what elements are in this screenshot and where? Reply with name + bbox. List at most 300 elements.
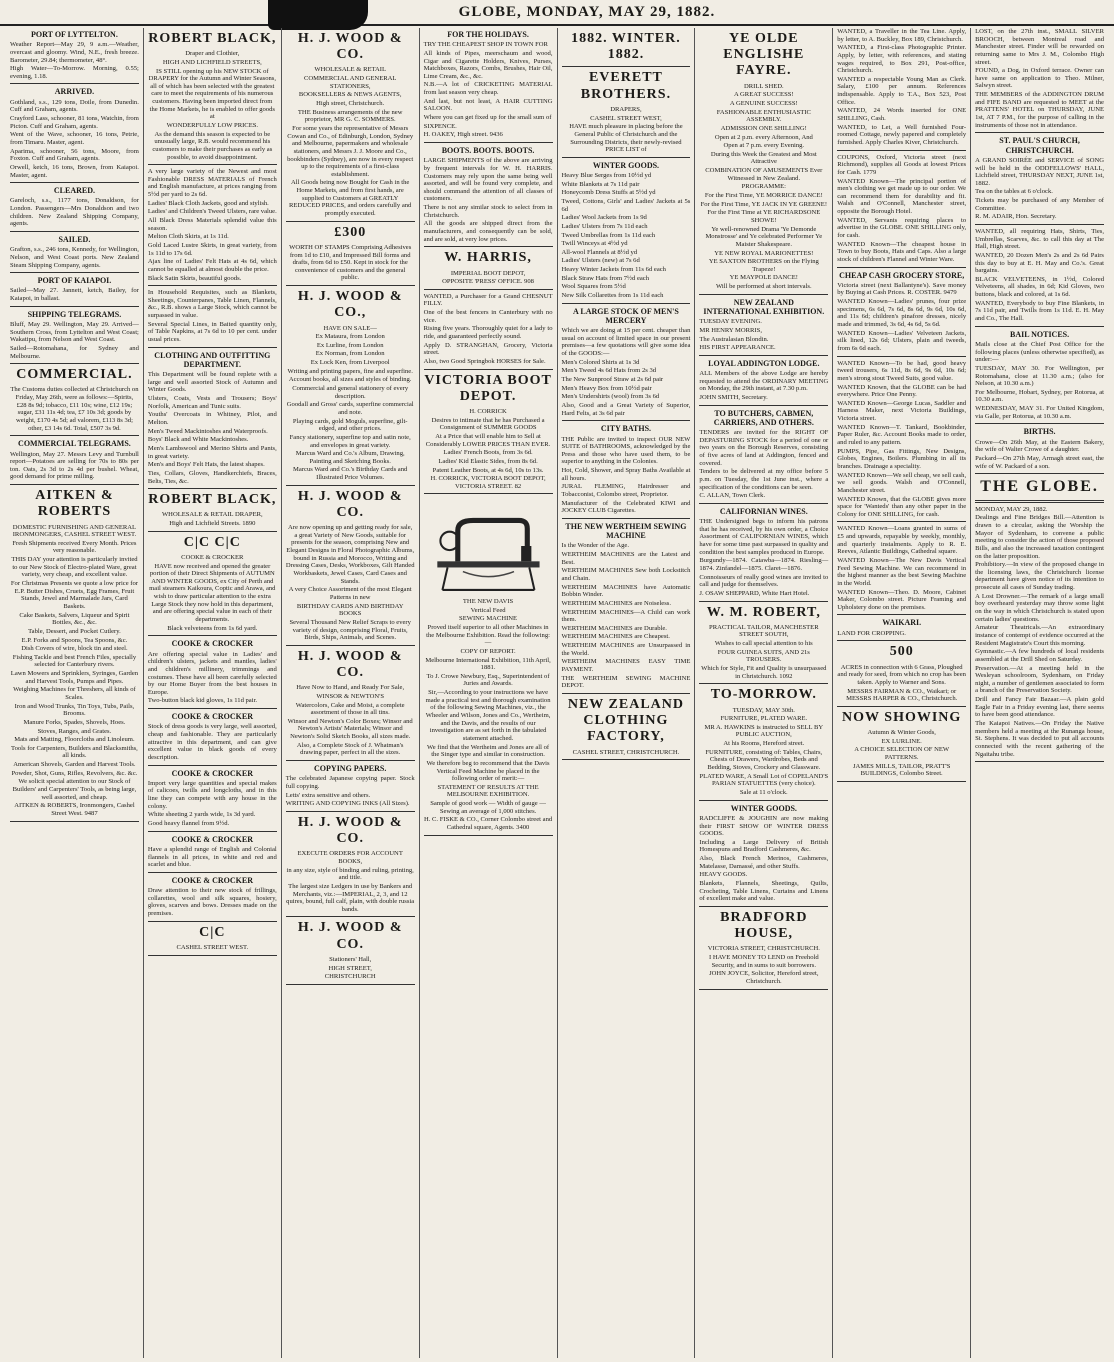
article-block [148, 712, 277, 761]
rule [148, 831, 277, 832]
rule [10, 272, 139, 273]
rule [424, 493, 553, 494]
rule [562, 66, 691, 67]
section-heading: WINTER GOODS. [730, 803, 797, 813]
paragraph: WRITING AND COPYING INKS (All Sizes). [285, 800, 410, 808]
article-block [10, 186, 139, 228]
paragraph: Several Special Lines, in Baited quantity only, of Table Napkins, at 7s 6d to 10 per cent. under usual prices. [147, 320, 277, 344]
paragraph: H. OAKEY, High street. 9436 [423, 131, 503, 139]
paragraph: Open at 7 p.m. every Evening. [723, 142, 805, 150]
paragraph: BIRTHDAY CARDS AND BIRTHDAY BOOKS [296, 602, 404, 618]
paragraph: Amateur Theatricals.—An extraordinary instance of contempt of evidence occurred at the Resident Magistrate's Court this morning. [975, 624, 1104, 647]
section-heading: LOYAL ADDINGTON LODGE. [708, 358, 820, 368]
paragraph: JOHN SMITH, Secretary. [699, 394, 768, 401]
ink-blot [268, 0, 368, 30]
rule [699, 800, 828, 801]
rule [837, 521, 966, 522]
paragraph: Men's Heavy Box from 10½d pair [561, 384, 652, 392]
paragraph: Hot, Cold, Shower, and Spray Baths Available at all hours. [561, 467, 691, 482]
paragraph: Gareloch, s.s., 1177 tons, Donaldson, for London. Passengers—Mrs Donaldson and two children. New Zealand Shipping Company, agents. [10, 197, 139, 228]
rule [837, 150, 966, 151]
article-block [10, 367, 139, 432]
rule [148, 872, 277, 873]
display-heading: YE OLDE ENGLISHE FAYRE. [723, 31, 805, 79]
paragraph: Tenders to be delivered at my office before 5 p.m. on Tuesday, the 1st June inst., where a specification of the conditions can be seen. [699, 468, 829, 491]
article-block [10, 235, 139, 269]
paragraph: LOST, on the 27th inst., SMALL SILVER BROOCH, between Montreal road and Manchester street. Finder will be rewarded on returning same to Mrs J. M., Colombo High street. [975, 28, 1104, 66]
paragraph: IMPERIAL BOOT DEPOT, [450, 269, 526, 277]
paragraph: JURAL FLEMING, Hairdresser and Tobacconist, Colombo street, Proprietor. [561, 483, 691, 498]
paragraph: Which we are doing at 15 per cent. cheaper than usual on account of limited space in our present premises—a few quotations will give some idea of the GOODS:— [561, 327, 691, 358]
paragraph: For Christmas Presents we quote a low price for E.P. Butter Dishes, Cruets, Egg Frames, Fruit Stands, Jewel and Marmalade Jars, Card Baskets. [10, 580, 138, 610]
rule [148, 765, 277, 766]
display-heading: C|C C|C [183, 534, 241, 550]
paragraph: ADMISSION ONE SHILLING! [720, 124, 807, 132]
paragraph: There is not any similar stock to select from in Christchurch. [423, 204, 553, 219]
paragraph: Will be performed at short intervals. [715, 283, 812, 291]
paragraph: PRACTICAL TAILOR, MANCHESTER STREET SOUTH, [709, 623, 819, 639]
paragraph: PROGRAMME: [741, 183, 786, 191]
paragraph: And last, but not least, A HAIR CUTTING SALOON. [423, 97, 553, 113]
paragraph: A GRAND SOIRÉE and SERVICE of SONG will be held in the ODDFELLOWS' HALL, Lichfield street, THURSDAY NEXT, JUNE 1st, 1882. [975, 156, 1104, 187]
paragraph: White Blankets at 7s 11d pair [561, 180, 640, 188]
display-heading: 1882. WINTER. 1882. [571, 31, 681, 63]
paragraph: R. M. ADAIR, Hon. Secretary. [975, 213, 1057, 221]
paragraph: Draw attention to their new stock of frillings, collarettes, wool and silk squares, hosiery, gloves, scarves and bows. Dresses made on the premises. [147, 887, 277, 918]
paragraph: WANTED Known, that the GLOBE gives more space for 'Wanteds' than any other paper in the Colony for ONE SHILLING, for cash. [837, 495, 967, 518]
paragraph: Heavy Winter Jackets from 11s 6d each [561, 266, 666, 274]
paragraph: Sample of good work — Width of gauge — Sewing an average of 1,000 stitches. [430, 800, 546, 815]
paragraph: The New Sunproof Straw at 2s 6d pair [561, 376, 664, 384]
rule [148, 164, 277, 165]
paragraph: Powder, Shot, Guns, Rifles, Revolvers, &c. &c. [11, 769, 138, 777]
rule [148, 955, 277, 956]
section-heading: TO BUTCHERS, CABMEN, CARRIERS, AND OTHERS. [713, 408, 814, 427]
paragraph: Sale at 11 o'clock. [739, 788, 788, 796]
paragraph: Cake Baskets, Salvers, Liqueur and Spirit Bottles, &c., &c. [19, 611, 130, 627]
paragraph: Wishes to call special attention to his [714, 640, 813, 648]
rule [699, 294, 828, 295]
paragraph: High Water—To-Morrow. Morning, 0.55; evening, 1.18. [10, 65, 139, 80]
paragraph: LARGE SHIPMENTS of the above are arriving by frequent intervals for W. H. HARRIS. Customers may rely upon the same being well assorted, and will be found very complete, and should command the attention of all classes of customers. [423, 157, 553, 203]
rule [424, 142, 553, 143]
article-block [562, 697, 691, 756]
paragraph: WANTED Known—To be had, good heavy tweed trousers, 6s 11d, 8s 6d, 9s 6d, 10s 6d; men's strong stout Tweed Suits, good value. [837, 359, 967, 382]
rule [10, 821, 139, 822]
paragraph: COOKE & CROCKER [181, 553, 244, 561]
article-block [837, 271, 966, 353]
display-heading: VICTORIA BOOT DEPOT. [424, 372, 552, 404]
rule [10, 435, 139, 436]
display-heading: H. J. WOOD & CO. [297, 920, 403, 952]
rule [148, 347, 277, 348]
paragraph: Twill Winceys at 4½d yd [561, 240, 628, 248]
paragraph: Are now opening up and getting ready for sale, a great Variety of New Goods, suitable for presents for the season, comprising New and Elegant Designs in Floral Photographic Albums, bound in Russia and Morocco, Writing and Dressing Cases, Desks, Workboxes, Gilt Handed Workbaskets, Jewel Cases, Card Cases and Stands. [285, 524, 415, 585]
paragraph: Ladies' and Children's Tweed Ulsters, rare value. [147, 208, 277, 216]
rule [148, 531, 277, 532]
rule [837, 781, 966, 782]
paragraph: Tools for Carpenters, Builders and Blacksmiths, all kinds. [11, 744, 138, 760]
display-heading: W. M. ROBERT, [706, 604, 821, 620]
paragraph: WERTHEIM MACHINES are Unsurpassed in the World. [561, 642, 691, 657]
rule [699, 503, 828, 504]
paragraph: White sheeting 2 yards wide, 1s 3d yard. [147, 811, 256, 819]
paragraph: DRAPERS, [610, 105, 642, 113]
rule [424, 289, 553, 290]
paragraph: THE Public are invited to inspect OUR NEW SUITE of BATHROOMS, acknowledged by the Press and those who have used them, to be superior to anything in the Colonies. [561, 435, 691, 466]
paragraph: Heavy Blue Serges from 10½d yd [561, 172, 652, 180]
paragraph: Ex Mataura, from London [315, 333, 385, 341]
paragraph: In Household Requisites, such as Blankets, Sheetings, Counterpanes, Table Linen, Flannels, &c., R.B. shows a Large Stock, which cannot be surpassed in value. [147, 289, 277, 320]
article-block [699, 507, 828, 598]
display-heading: H. J. WOOD & CO. [297, 488, 403, 520]
paragraph: Weighing Machines for Threshers, all kinds of Scales. [13, 686, 136, 701]
paragraph: CASHEL STREET WEST, [590, 114, 662, 122]
paragraph: YE NEW ROYAL MARIONETTES! [714, 249, 814, 257]
paragraph: BLACK VELVETEENS, in 1½d, Colored Velveteens, all shades, in 6d; Kid Gloves, two buttons, black and colored, at 1s 6d. [975, 275, 1104, 299]
paragraph: Mats and Matting, Floorcloths and Linoleum. [14, 736, 135, 744]
article-block [286, 764, 415, 808]
paragraph: Black velveteens from 1s 6d yard. [167, 624, 258, 632]
paragraph: Aparima, schooner, 56 tons, Moore, from Foxton. Cuff and Graham, agents. [10, 147, 139, 163]
section-heading: COOKE & CROCKER [171, 834, 253, 844]
paragraph: The Australasian Blondin. [699, 335, 769, 343]
article-block [975, 478, 1104, 758]
article-block [148, 351, 277, 486]
paragraph: WERTHEIM MACHINES Sew both Lockstitch and Chain. [561, 567, 691, 582]
article-block [699, 298, 828, 352]
paragraph: Also, a Complete Stock of J. Whatman's drawing paper, perfect in all the sizes. [296, 741, 404, 757]
paragraph: THE MEMBERS of the ADDINGTON DRUM and FIFE BAND are requested to MEET at the PRATTENS' HOTEL on THURSDAY, JUNE 1st, AT 7 P.M., for the purpose of calling in the instruments of those not in attendance. [975, 91, 1104, 129]
paragraph: Stoves, Ranges, and Grates. [37, 727, 112, 735]
rule [424, 369, 553, 370]
rule [286, 485, 415, 486]
paragraph: High street, Christchurch. [316, 100, 385, 108]
rule [562, 759, 691, 760]
section-heading: BIRTHS. [1023, 427, 1056, 437]
paragraph: Ladies' Ulsters (new) at 7s 6d [561, 257, 640, 265]
paragraph: TRY THE CHEAPEST SHOP IN TOWN FOR [423, 41, 548, 49]
article-block [562, 161, 691, 300]
paragraph: Ex Lurline, from London [316, 341, 384, 349]
paragraph: WERTHEIM MACHINES are Durable. [561, 624, 667, 632]
paragraph: COPY OF REPORT. [460, 647, 516, 655]
paragraph: This Department will be found replete with a large and well assorted Stock of Autumn and Winter Goods. [147, 371, 277, 394]
paragraph: Also, Black French Merinos, Cashmeres, Matelasse, Damassé, and other Stuffs. [699, 855, 829, 870]
paragraph: During this Week the Greatest and Most Attractive [710, 150, 817, 166]
paragraph: Wellington, May 27. Messrs Levy and Turnbull report—Potatoes are selling for 70s to 80s per ton. Oats, 2s 3d to 2s 4d per bushel. Wheat, good demand for prime milling. [10, 450, 139, 481]
article-block [148, 289, 277, 343]
paragraph: Have a splendid range of English and Colonial flannels in all prices, in white and red and scarlet and blue. [147, 845, 277, 869]
rule [975, 423, 1104, 424]
paragraph: Gothland, s.s., 129 tons, Doile, from Dunedin. Cuff and Graham, agents. [10, 98, 139, 114]
paragraph: THE Business arrangements of the new proprietor, MR G. C. SOMMERS. [297, 108, 403, 124]
rule [424, 835, 553, 836]
paragraph: For some years the representative of Messrs Cowan and Co., of Edinburgh, London, Sydney and Melbourne, papermakers and wholesale stationers, and Messrs J. J. Moore and Co., bookbinders (Sydney), are now in every respect up to the requirements of a first-class establishment. [287, 124, 414, 178]
article-block [562, 424, 691, 515]
rule [148, 488, 277, 489]
paragraph: Patent Leather Boots, at 4s 6d, 10s to 13s. [432, 466, 544, 474]
article-block [837, 360, 966, 519]
paragraph: Melbourne International Exhibition, 11th April, 1881. [425, 656, 551, 672]
paragraph: TUESDAY, MAY 30th. [732, 706, 795, 714]
paragraph: COMBINATION OF AMUSEMENTS Ever Witnessed in New Zealand. [705, 167, 823, 182]
column-8 [970, 28, 1108, 1358]
rule [286, 760, 415, 761]
rule [975, 473, 1104, 474]
paragraph: TUESDAY, MAY 30. For Wellington, per Rotomahana, close at 11.30 a.m.; (also for Nelson, at 10.30 a.m.) [975, 364, 1104, 388]
paragraph: Open at 2 p.m. every Afternoon, And [714, 133, 813, 141]
paragraph: Dealings and Fine Bridges Bill.—Attention is drawn to a circular, asking the Worship the Mayor of Sydenham, to convene a public meeting to consider the action of those proposed Bills, and also the increased taxation contingent on the latter proposition. [975, 514, 1104, 560]
paragraph: Stock of dress goods is very large, well assorted, cheap and fashionable. They are particularly attractive in this department, and can give excellent value in black goods of every description. [147, 723, 277, 761]
paragraph: Ex Lock Ken, from Liverpool [310, 359, 390, 367]
rule [148, 635, 277, 636]
paragraph: WANTED Known—We sell cheap, we sell cash, we sell goods. Walsh and O'Connell, Manchester street. [837, 471, 967, 494]
rule [424, 246, 553, 247]
paragraph: New Silk Collarettes from 1s 11d each [561, 292, 664, 300]
article-block [148, 492, 277, 528]
paragraph: in any size, style of binding and ruling, printing, and title. [286, 866, 414, 882]
paragraph: Honeycomb Dress Stuffs at 5½d yd [561, 189, 656, 197]
paragraph: WANTED, a First-class Photographic Printer. Apply, by letter, with references, and stating wages required, to Box 291, Post-office, Christchurch. [837, 44, 967, 75]
paragraph: Goodall and Gross' cards, superfine commercial and note. [286, 401, 414, 416]
paragraph: Sailed—Rotomahana, for Sydney and Melbourne. [10, 344, 139, 360]
article-block [699, 409, 828, 500]
paragraph: For the First Time, YE JACK IN YE GREENE! [700, 200, 828, 208]
paragraph: The Kaiapoi Natives.—On Friday the Native members held a meeting at the Runanga house, St. Stephens. It was decided to put all accounts connected with the recent gathering of the Ngaitahu tribe. [975, 720, 1104, 758]
article-block [424, 30, 553, 139]
article-block [562, 522, 691, 690]
paragraph: COMMERCIAL AND GENERAL STATIONERS, [303, 75, 397, 90]
paragraph: Writing and printing papers, fine and superfine. [287, 367, 413, 375]
paragraph: Bluff, May 29. Wellington, May 29. Arrived—Southern Cross, from Lyttelton and West Coast; Wakatipu, from Nelson and West Coast. [10, 320, 139, 344]
paragraph: Also, two Good Springbok HORSES for Sale. [423, 357, 546, 365]
paragraph: Blankets, Flannels, Sheetings, Quilts, Crocheting, Table Linens, Curtains and Linens of excellent make and value. [699, 880, 829, 903]
paragraph: Crowe—On 26th May, at the Eastern Bakery, the wife of Walter Crowe of a daughter. [975, 438, 1104, 454]
paragraph: J. OSAW SHEPPARD, White Hart Hotel. [699, 589, 810, 597]
paragraph: ACRES in connection with 6 Grass, Ploughed and ready for seed, from which no crop has been taken. Apply to Warner and Sons. [837, 663, 966, 686]
paragraph: WANTED, Everybody to buy Fine Blankets, in 7s 11d pair, and Twills from 1s 11d. E. H. May and Co., The Hall. [975, 299, 1104, 323]
rule [148, 285, 277, 286]
paragraph: Ladies' French Boots, from 3s 6d. [443, 449, 533, 457]
section-heading: COOKE & CROCKER [171, 768, 253, 778]
paragraph: WANTED, 24 Words inserted for ONE SHILLING, Cash. [837, 107, 967, 123]
paragraph: Prohibitory.—In view of the proposed change in the licensing laws, the Christchurch license department have given notice of its intention to prosecute all cases of Sunday trading. [975, 561, 1104, 592]
paragraph: Tweed, Cottons, Girls' and Ladies' Jackets at 5s 6d [561, 197, 691, 213]
section-heading: PORT OF KAIAPOI. [37, 276, 112, 286]
paragraph: WERTHEIM MACHINES EASY TIME PAYMENT. [561, 658, 691, 674]
paragraph: Ex Norman, from London [315, 350, 385, 358]
paragraph: Boys' Black and White Mackintoshes. [147, 436, 249, 444]
paragraph: Youths' Overcoats in Whitney, Pilot, and Melton. [147, 411, 277, 427]
article-block [10, 310, 139, 360]
paragraph: Black Straw Hats from 7½d each [561, 274, 650, 282]
paragraph: High and Lichfield Streets. 1890 [169, 520, 256, 528]
section-heading: COOKE & CROCKER [171, 875, 253, 885]
paragraph: Letts' extra sensitive and others. [285, 791, 371, 799]
paragraph: WINSOR & NEWTON'S [316, 692, 385, 700]
paragraph: Tea on the tables at 6 o'clock. [975, 188, 1053, 196]
rule [148, 708, 277, 709]
editorial-masthead: THE GLOBE. [980, 478, 1099, 496]
paragraph: WORTH OF STAMPS Comprising Adhesives from 1d to £10, and Impressed Bill forms and drafts, from 6d to £50. Kept in stock for the convenience of customers and the general public. [289, 243, 412, 282]
paragraph: IS STILL opening up his NEW STOCK of DRAPERY for the Autumn and Winter Seasons, all of which has been selected with the greatest care to meet the requirements of his numerous customers. Having been imported direct from the Home Markets, he is enabled to offer goods at [148, 67, 276, 121]
paragraph: Apply D. STRANGHAN, Grocery, Victoria street. [423, 341, 553, 357]
rule [562, 693, 691, 694]
article-block [10, 276, 139, 303]
paragraph: Import very large quantities and special makes of calicoes, twills and longcloths, and in this line they can compete with any house in the colony. [147, 779, 277, 810]
paragraph: WANTED Known—Ladies' prunes, four prize specimens, 6s 6d, 7s 6d, 8s 6d, 9s 6d, 10s 6d, and 11s 6d; children's pinafore dresses, nicely made and trimmed, 3s 6d, 4s 6d, 5s 6d. [837, 298, 967, 329]
section-heading: THE NEW WERTHEIM SEWING MACHINE [565, 521, 687, 541]
rule [699, 355, 828, 356]
article-block [286, 489, 415, 642]
column-7 [832, 28, 970, 1358]
paragraph: Ajax line of Ladies' Felt Hats at 4s 6d, which cannot be equalled at almost double the price. [147, 258, 277, 273]
rule [10, 306, 139, 307]
column-4 [419, 28, 557, 1358]
section-heading: CITY BATHS. [600, 424, 652, 434]
display-heading: NEW ZEALAND CLOTHING FACTORY, [567, 696, 685, 745]
section-heading: CHEAP CASH GROCERY STORE, [839, 270, 965, 280]
paragraph: CHRISTCHURCH [324, 973, 376, 981]
paragraph: Iron and Wood Trunks, Tin Toys, Tubs, Pails, Brooms. [14, 702, 135, 718]
paragraph: DOMESTIC FURNISHING AND GENERAL IRONMONGERS, CASHEL STREET WEST. [12, 523, 137, 539]
article-block [562, 70, 691, 153]
paragraph: Men's Colored Shirts at 1s 3d [561, 358, 640, 366]
paragraph: Ladies' Ulsters from 7s 11d each [561, 222, 648, 230]
paragraph: FURNITURE, consisting of: Tables, Chairs, Chests of Drawers, Wardrobes, Beds and Bedding, Stoves, Crockery and Glassware. [705, 748, 823, 772]
display-heading: C|C [199, 924, 226, 940]
rule [837, 267, 966, 268]
article-block [148, 925, 277, 952]
paragraph: Rising five years. Thoroughly quiet for a lady to ride, and guaranteed perfectly sound. [423, 325, 553, 340]
paragraph: Ladies' Kid Elastic Sides, from 8s 6d. [438, 457, 538, 465]
section-heading: COOKE & CROCKER [171, 712, 253, 722]
rule [837, 614, 966, 615]
display-heading: £300 [334, 224, 367, 240]
article-block [10, 439, 139, 481]
paragraph: STATEMENT OF RESULTS AT THE MELBOURNE EXHIBITION. [437, 783, 539, 799]
article-block [975, 228, 1104, 323]
rule [286, 984, 415, 985]
paragraph: LAND FOR CROPPING. [837, 629, 906, 637]
rule [10, 182, 139, 183]
paragraph: H. C. FISKE & CO., Corner Colombo street and Cathedral square, Agents. 3400 [423, 816, 553, 831]
paragraph: Orwell, ketch, 16 tons, Brown, from Kaiapoi. Master, agent. [10, 163, 139, 179]
paragraph: Is the Wonder of the Age. [561, 542, 629, 550]
paragraph: C. ALLAN, Town Clerk. [699, 492, 766, 500]
article-block [562, 31, 691, 63]
paragraph: Ulsters, Coats, Vests and Trousers; Boys' Norfolk, American and Tunic suits. [147, 395, 277, 410]
rule [10, 484, 139, 485]
paragraph: A very large variety of the Newest and most Fashionable DRESS MATERIALS of French and English manufacture, at prices ranging from 5½d per yard to 2s 6d. [147, 168, 277, 199]
paragraph: Ladies' Wool Jackets from 1s 9d [561, 214, 647, 222]
paragraph: A GREAT SUCCESS! [734, 91, 794, 99]
display-heading: AITKEN & ROBERTS [35, 488, 114, 520]
paragraph: American Shovels, Garden and Harvest Tools. [13, 761, 136, 769]
paragraph: At a Price that will enable him to Sell at Considerably LOWER PRICES THAN EVER. [425, 432, 551, 448]
article-block [837, 28, 966, 147]
display-heading: 500 [889, 644, 914, 660]
rule [286, 285, 415, 286]
paragraph: BOOKSELLERS & NEWS AGENTS, [298, 91, 402, 99]
paragraph: Connoisseurs of really good wines are invited to call and judge for themselves. [699, 573, 829, 589]
paragraph: WEDNESDAY, MAY 31. For United Kingdom, via Galle, per Rotorua, at 10.30 a.m. [975, 405, 1104, 420]
paragraph: DRILL SHED. [743, 82, 784, 90]
article-block [148, 769, 277, 828]
paragraph: HAVE much pleasure in placing before the General Public of Christchurch and the Surrounding Districts, their newly-revised PRICE LIST of [569, 123, 683, 154]
paragraph: TENDERS are invited for the RIGHT OF DEPASTURING STOCK for a period of one or two years on the Borough Reserves, consisting of five acres of land at Addington, fenced and covered. [699, 429, 829, 467]
paragraph: WANTED Known, that the GLOBE can be had everywhere. Price One Penny. [837, 383, 967, 399]
paragraph: Drill and Fancy Fair Bazaar.—A plain gold Eagle Fair in a Friday evening last, there seems to have been good attendance. [975, 696, 1104, 719]
paragraph: Men's Lambswool and Merino Shirts and Pants, in great variety. [147, 444, 277, 460]
paragraph: Ladies' Black Cloth Jackets, good and stylish. [147, 199, 269, 207]
paragraph: Account books, all sizes and styles of binding. [288, 376, 412, 384]
section-heading: SAILED. [58, 234, 91, 244]
paragraph: ALL Members of the above Lodge are hereby requested to attend the ORDINARY MEETING on Monday, the 29th instant, at 7.30 p.m. [699, 370, 829, 393]
paragraph: Went of the Wave, schooner, 16 tons, Petrie, from Timaru. Master, agent. [10, 131, 139, 146]
paragraph: As the demand this season is expected to be unusually large, R.B. would recommend his customers to make their purchases as early as possible, to avoid disappointment. [152, 130, 273, 161]
paragraph: Tweed Umbrellas from 1s 11d each [561, 231, 656, 239]
paragraph: For the First Time, YE MORRICE DANCE! [704, 192, 823, 200]
section-heading: WAIKARI. [882, 618, 922, 628]
paragraph: HAVE ON SALE— [323, 324, 377, 332]
paragraph: COUPONS, Oxford, Victoria street (next Richmond), supplies all Goods at lowest Prices for Cash. 1779 [837, 153, 967, 176]
paragraph: All the goods are shipped direct from the manufacturers, and consequently can be sold, and are sold, at very low prices. [423, 220, 553, 243]
paragraph: MESSRS FAIRMAN & CO., Waikari; or MESSRS HARPER & CO., Christchurch. [846, 687, 958, 703]
paragraph: A very Choice Assortment of the most Elegant Patterns in new [288, 586, 412, 601]
paragraph: WANTED Known—Loans granted in sums of £5 and upwards, repayable by weekly, monthly, and quarterly instalments. Apply to R. E. Reeves, Atlantic Buildings, Cathedral square. [837, 525, 967, 556]
rule [975, 224, 1104, 225]
paragraph: N.B.—A lot of CRICKETING MATERIAL from last season very cheap. [423, 81, 553, 97]
article-block [286, 920, 415, 980]
columns-container [6, 28, 1108, 1358]
paragraph: AITKEN & ROBERTS, Ironmongers, Cashel Street West. 9487 [14, 802, 135, 817]
paragraph: WONDERFULLY LOW PRICES. [166, 122, 259, 129]
paragraph: HEAVY GOODS. [699, 871, 748, 879]
paragraph: We solicit special attention to our Stock of Builders' and Carpenters' Tools, as being large, well assorted, and cheap. [12, 778, 137, 801]
paragraph: Packard—On 27th May, Armagh street east, the wife of W. Packard of a son. [975, 454, 1104, 470]
paragraph: THE WERTHEIM SEWING MACHINE DEPOT. [561, 674, 691, 690]
display-heading: TO-MORROW. [710, 687, 817, 703]
paragraph: WANTED Known—George Lucas, Saddler and Harness Maker, next Victoria Buildings, Victoria street. [837, 399, 967, 423]
paragraph: A GENUINE SUCCESS! [729, 99, 798, 107]
display-heading: H. J. WOOD & CO., [297, 289, 403, 321]
paragraph: Also, Good and a Great Variety of Superior, Hard Felts, at 3s 6d pair [561, 401, 691, 417]
article-block [837, 710, 966, 778]
paragraph: CASHEL STREET WEST. [176, 943, 249, 951]
section-heading: FOR THE HOLIDAYS. [447, 30, 529, 39]
paragraph: Sir,—According to your instructions we have made a practical test and thorough examination of the following Sewing Machines, viz., the Wheeler and Wilson, Jones and Co., Wertheim, and the Davis, and the results of our investigation are as set forth in the tabulated statement attached. [425, 689, 551, 742]
paragraph: Sailed—May 27. Jannett, ketch, Bailey, for Kaiapoi, in ballast. [10, 287, 139, 303]
display-heading: EVERETT BROTHERS. [580, 70, 672, 102]
paragraph: RADCLIFFE & JOUGHIN are now making their FIRST SHOW OF WINTER DRESS GOODS. [699, 814, 829, 838]
paragraph: Mails close at the Chief Post Office for the following places (unless otherwise specified), as under:— [975, 340, 1104, 364]
paragraph: YE SAXTON BROTHERS on the Flying Trapeze! [708, 258, 819, 273]
article-block [286, 31, 415, 218]
paragraph: WANTED Known—The cheapest house in Town to buy Boots, Hats and Caps. Also a large stock of children's Flannel and Winter Ware. [837, 240, 967, 263]
paragraph: Stationers' Hall, [329, 955, 372, 963]
display-heading: H. J. WOOD & CO. [297, 31, 403, 63]
paragraph: JAMES MILLS, TAILOR, PRATT'S BUILDINGS, Colombo Street. [852, 762, 951, 778]
article-block [975, 28, 1104, 129]
paragraph: Gold Laced Lustre Skirts, in great variety, from 1s 11d to 17s 6d. [147, 241, 277, 257]
paragraph: HIGH STREET, [328, 964, 372, 972]
display-heading: NOW SHOWING [842, 709, 962, 725]
rule [975, 761, 1104, 762]
paragraph: WERTHEIM MACHINES—A Child can work them. [561, 608, 691, 624]
rule [699, 906, 828, 907]
